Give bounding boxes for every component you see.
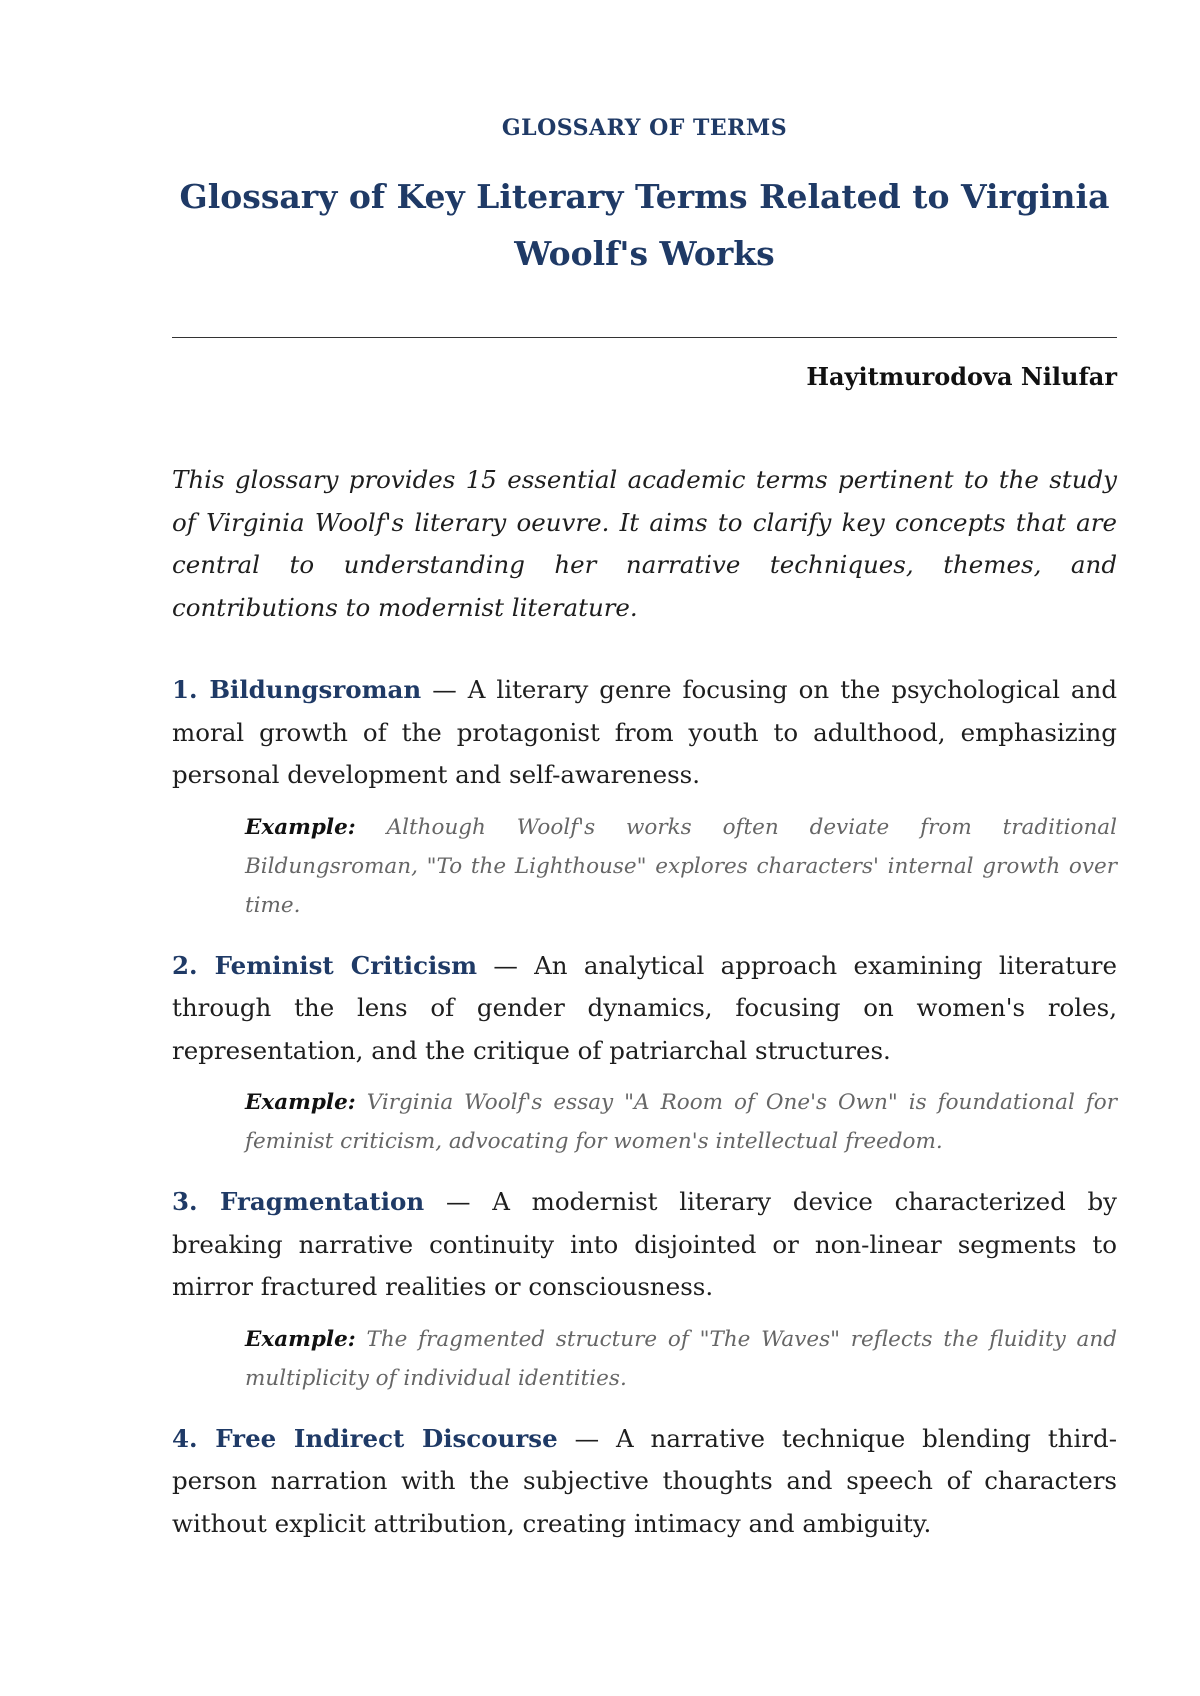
glossary-entry [172, 1418, 1117, 1546]
section-kicker: GLOSSARY OF TERMS [501, 115, 788, 141]
term-example [245, 808, 1117, 925]
example-text: Virginia Woolf's essay "A Room of One's Own" is foundational for feminist criticism, advocating for women's intellectual freedom. [245, 1090, 1117, 1154]
term-definition: A modernist literary device characterized by breaking narrative continuity into disjointed or non-linear segments to mirror fractured realities or consciousness. [172, 1187, 1118, 1301]
term-example [245, 1320, 1117, 1398]
term-separator: — [445, 1187, 471, 1216]
term-definition-paragraph [172, 1418, 1117, 1546]
example-label: Example: [245, 814, 356, 840]
term-separator: — [574, 1423, 600, 1453]
title-divider [172, 337, 1117, 338]
term-separator: — [493, 950, 518, 980]
glossary-entry [172, 669, 1117, 925]
term-name: 4. Free Indirect Discourse [172, 1423, 558, 1453]
term-definition: A literary genre focusing on the psychological and moral growth of the protagonist from youth to adulthood, emphasizing personal development and self-awareness. [172, 675, 1118, 789]
author-name: Hayitmurodova Nilufar [806, 362, 1117, 391]
glossary-list [172, 669, 1117, 1545]
document-title: Glossary of Key Literary Terms Related to Virginia Woolf's Works [179, 177, 1110, 273]
example-text: Although Woolf's works often deviate from traditional Bildungsroman, "To the Lighthouse" explores characters' internal growth over time. [245, 814, 1117, 918]
term-example [245, 1083, 1117, 1161]
glossary-entry [172, 1181, 1117, 1398]
example-label: Example: [245, 1326, 356, 1352]
term-name: 3. Fragmentation [172, 1187, 425, 1216]
term-definition-paragraph [172, 945, 1117, 1073]
term-definition: A narrative technique blending third-person narration with the subjective thoughts and speech of characters without explicit attribution, creating intimacy and ambiguity. [172, 1423, 1117, 1538]
term-definition-paragraph [172, 1181, 1117, 1309]
term-definition-paragraph [172, 669, 1117, 797]
term-separator: — [432, 675, 457, 704]
example-label: Example: [245, 1090, 356, 1115]
term-name: 1. Bildungsroman [172, 675, 422, 704]
example-text: The fragmented structure of "The Waves" reflects the fluidity and multiplicity of individual identities. [245, 1326, 1117, 1391]
term-name: 2. Feminist Criticism [172, 950, 478, 980]
term-definition: An analytical approach examining literature through the lens of gender dynamics, focusing on women's roles, representation, and the critique of patriarchal structures. [172, 950, 1118, 1065]
glossary-entry [172, 945, 1117, 1162]
intro-paragraph: This glossary provides 15 essential academic terms pertinent to the study of Virginia Woolf's literary oeuvre. It aims to clarify key concepts that are central to understanding her narrative techniques, themes, and contributions to modernist literature. [172, 465, 1117, 622]
